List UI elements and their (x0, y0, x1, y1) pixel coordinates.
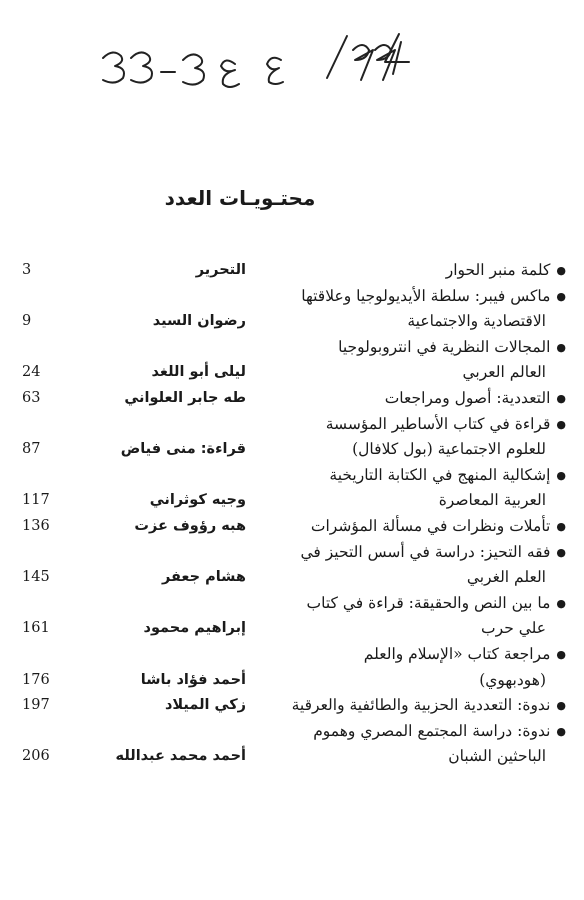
handwriting-drawing (95, 20, 415, 90)
toc-entry-title (236, 540, 566, 566)
bullet-icon: ● (556, 648, 566, 662)
toc-entry-author: التحرير (195, 262, 246, 278)
toc-line (0, 258, 584, 284)
handwritten-annotation (95, 20, 415, 90)
toc-entry-title (236, 335, 566, 361)
toc-entry-title-text: العربية المعاصرة (438, 491, 546, 510)
toc-entry-title-text: ندوة: التعددية الحزبية والطائفية والعرقية (291, 696, 551, 715)
toc-entry-title (216, 309, 546, 335)
toc-entry-title (236, 284, 566, 310)
toc-entry-page-number: 161 (22, 620, 50, 637)
toc-entry-title-text: قراءة في كتاب الأساطير المؤسسة (325, 414, 551, 433)
toc-entry-page-number: 117 (22, 492, 50, 509)
toc-line (0, 284, 584, 310)
toc-entry-title-text: الاقتصادية والاجتماعية (407, 312, 546, 331)
bullet-icon: ● (556, 340, 566, 354)
toc-entry-title (216, 744, 546, 770)
toc-line (0, 514, 584, 540)
toc-entry-title (216, 360, 546, 386)
toc-line (0, 565, 584, 591)
toc-entry-title-text: مراجعة كتاب «الإسلام والعلم (363, 644, 551, 663)
toc-entry-title-text: (هودبهوي) (479, 670, 546, 689)
toc-entry-title (236, 591, 566, 617)
toc-entry-title (216, 668, 546, 694)
toc-entry-title (236, 412, 566, 438)
toc-entry-page-number: 136 (22, 517, 50, 534)
toc-line (0, 616, 584, 642)
toc-entry-page-number: 206 (22, 748, 50, 765)
toc-line (0, 309, 584, 335)
toc-entry-title-text: كلمة منبر الحوار (445, 261, 551, 279)
toc-entry-title (236, 386, 566, 412)
toc-entry-title-text: إشكالية المنهج في الكتابة التاريخية (329, 465, 551, 484)
toc-entry-title-text: الباحثين الشبان (448, 747, 546, 766)
toc-line (0, 463, 584, 489)
toc-line (0, 437, 584, 463)
toc-entry-page-number: 87 (22, 441, 41, 458)
bullet-icon: ● (556, 699, 566, 713)
toc-entry-title (236, 719, 566, 745)
toc-entry-author: وجيه كوثراني (149, 492, 246, 509)
bullet-icon: ● (556, 417, 566, 431)
toc-entry-title (236, 463, 566, 489)
toc-entry-title-text: ماكس فيبر: سلطة الأيديولوجيا وعلاقتها (301, 286, 551, 305)
bullet-icon: ● (556, 264, 566, 278)
toc-entry-author: أحمد فؤاد باشا (140, 671, 246, 688)
bullet-icon: ● (556, 520, 566, 534)
toc-entry-author: زكي الميلاد (164, 697, 246, 714)
toc-entry-page-number: 63 (22, 389, 41, 406)
toc-entry-author: هشام جعفر (161, 569, 246, 586)
toc-entry-page-number: 24 (22, 364, 41, 381)
toc-entry-title-text: فقه التحيز: دراسة في أسس التحيز في (300, 542, 551, 561)
toc-entry-author: هبه رؤوف عزت (134, 517, 246, 534)
toc-line (0, 744, 584, 770)
toc-entry-title-text: للعلوم الاجتماعية (بول كلافال) (352, 440, 546, 459)
toc-entry-author: إبراهيم محمود (143, 620, 246, 637)
toc-entry-title-text: المجالات النظرية في انتروبولوجيا (338, 337, 551, 356)
toc-line (0, 719, 584, 745)
bullet-icon: ● (556, 596, 566, 610)
toc-entry-page-number: 197 (22, 697, 50, 714)
toc-entry-author: قراءة: منى فياض (120, 441, 246, 458)
toc-entry-title (216, 488, 546, 514)
toc-line (0, 693, 584, 719)
toc-entry-page-number: 9 (22, 313, 32, 330)
toc-line (0, 642, 584, 668)
bullet-icon: ● (556, 468, 566, 482)
toc-entry-author: رضوان السيد (152, 313, 246, 330)
toc-entry-title-text: العلم الغربي (466, 568, 546, 587)
toc-entry-title-text: ما بين النص والحقيقة: قراءة في كتاب (306, 593, 551, 612)
page-title: محتـويـات العدد (164, 186, 316, 210)
toc-entry-page-number: 3 (22, 262, 32, 278)
toc-line (0, 386, 584, 412)
toc-entry-title-text: ندوة: دراسة المجتمع المصري وهموم (313, 721, 551, 740)
toc-entry-page-number: 176 (22, 671, 50, 688)
table-of-contents (0, 258, 584, 770)
toc-line (0, 591, 584, 617)
toc-line (0, 412, 584, 438)
toc-line (0, 668, 584, 694)
toc-entry-title-text: علي حرب (481, 619, 546, 638)
toc-entry-page-number: 145 (22, 569, 50, 586)
toc-entry-author: طه جابر العلواني (124, 389, 246, 406)
bullet-icon: ● (556, 392, 566, 406)
toc-entry-title (216, 565, 546, 591)
toc-entry-author: أحمد محمد عبدالله (115, 748, 246, 765)
toc-entry-title (216, 437, 546, 463)
toc-entry-title (236, 693, 566, 719)
bullet-icon: ● (556, 289, 566, 303)
bullet-icon: ● (556, 545, 566, 559)
toc-entry-title-text: تأملات ونظرات في مسألة المؤشرات (310, 516, 551, 535)
toc-entry-title (216, 616, 546, 642)
toc-entry-title-text: العالم العربي (462, 363, 546, 382)
bullet-icon: ● (556, 724, 566, 738)
toc-entry-title (236, 514, 566, 540)
toc-entry-title-text: التعددية: أصول ومراجعات (384, 388, 551, 407)
toc-line (0, 488, 584, 514)
toc-line (0, 360, 584, 386)
toc-line (0, 335, 584, 361)
toc-entry-title (236, 642, 566, 668)
toc-entry-author: ليلى أبو اللغد (151, 364, 246, 381)
toc-line (0, 540, 584, 566)
toc-entry-title (236, 258, 566, 284)
